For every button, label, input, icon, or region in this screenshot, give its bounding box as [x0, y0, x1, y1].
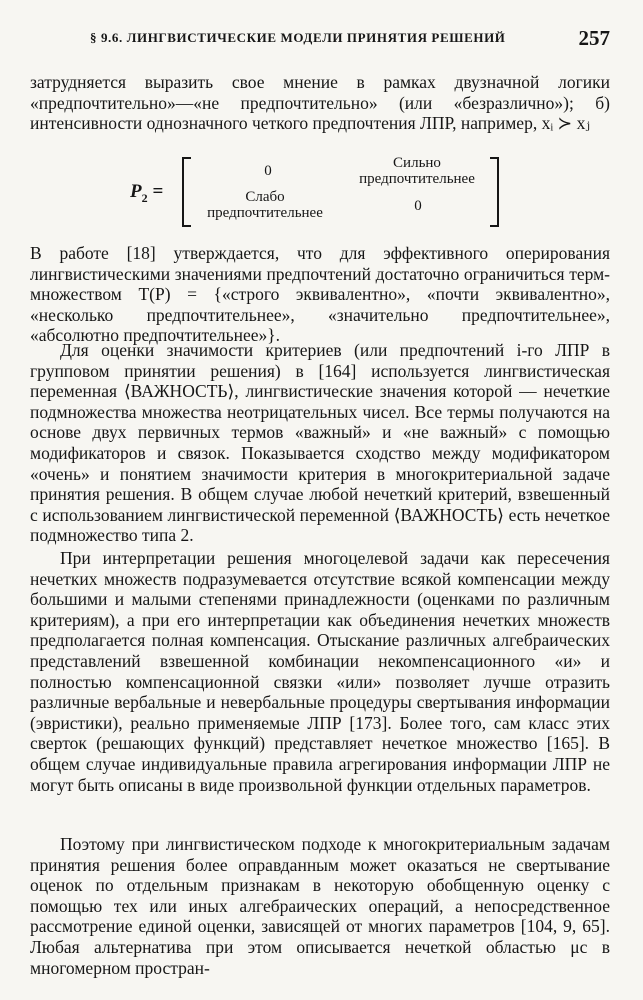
page-number: 257 [578, 26, 610, 50]
paragraph-importance [30, 340, 610, 546]
paragraph-text: затрудняется выразить свое мнение в рамках двузначной логики «предпочтительно»—«не предпочтительно» (или «безразлично»); б) интенсивности однозначного четкого предпочтения ЛПР, например, xᵢ ≻ xⱼ [30, 72, 610, 134]
matrix-cell-2-2: 0 [414, 198, 422, 214]
paragraph-continued [30, 72, 610, 134]
matrix-cell-1-1: 0 [264, 163, 272, 179]
matrix-label [130, 181, 163, 206]
preference-matrix [130, 155, 510, 227]
page-header [90, 26, 610, 52]
paragraph-text: Поэтому при лингвистическом подходе к многокритериальным задачам принятия решения более оправданным может оказаться не свертывание оценок по отдельным признакам в некоторую обобщенную оценку с помощью тех или иных алгебраических операций, а непосредственное рассмотрение единой оценки, зависящей от многих параметров [104, 9, 65]. Любая альтернатива при этом описывается нечеткой областью μc в многомерном простран- [30, 834, 610, 978]
paragraph-text: При интерпретации решения многоцелевой задачи как пересечения нечетких множеств подразумевается отсутствие всякой компенсации между большими и малыми степенями принадлежности (оценками по различным критериям), а при его интерпретации как объединения нечетких множеств предполагается полная компенсация. Отыскание различных алгебраических представлений взвешенной комбинации некомпенсационного «и» и полностью компенсационной связки «или» позволяет лучше отразить различные вербальные и невербальные процедуры свертывания информации (эвристики), реально применяемые ЛПР [173]. Более того, сам класс этих сверток (решающих функций) представляет нечеткое множество [165]. В общем случае индивидуальные правила агрегирования информации ЛПР не могут быть описаны в виде произвольной функции отдельных параметров. [30, 548, 610, 795]
matrix-equals: = [152, 181, 164, 202]
matrix-cell-1-2: Сильно предпочтительнее [359, 155, 475, 187]
paragraph-linguistic-approach [30, 834, 610, 978]
running-head: § 9.6. ЛИНГВИСТИЧЕСКИЕ МОДЕЛИ ПРИНЯТИЯ РЕШЕНИЙ [90, 30, 506, 45]
paragraph-term-set [30, 243, 610, 346]
paragraph-text: В работе [18] утверждается, что для эффективного оперирования лингвистическими значениями предпочтений достаточно ограничиться терм-множеством T(P) = {«строго эквивалентно», «почти эквивалентно», «несколько предпочтительнее», «значительно предпочтительнее», «абсолютно предпочтительнее»}. [30, 243, 610, 346]
matrix-subscript: 2 [141, 190, 148, 205]
paragraph-text: Для оценки значимости критериев (или предпочтений i-го ЛПР в групповом принятии решения) в [164] используется лингвистическая переменная ⟨ВАЖНОСТЬ⟩, лингвистические значения которой — нечеткие подмножества множества неотрицательных чисел. Все термы получаются на основе двух первичных термов «важный» и «не важный» с помощью модификаторов и связок. Показывается сходство между модификатором «очень» и понятием значимости критерия в многокритериальной задаче принятия решения. В общем случае любой нечеткий критерий, взвешенный с использованием лингвистической переменной ⟨ВАЖНОСТЬ⟩ есть нечеткое подмножество типа 2. [30, 340, 610, 546]
matrix-right-bracket [490, 157, 499, 227]
matrix-symbol: P [130, 181, 142, 202]
matrix-cell-2-1: Слабо предпочтительнее [207, 189, 323, 221]
paragraph-interpretation [30, 548, 610, 795]
